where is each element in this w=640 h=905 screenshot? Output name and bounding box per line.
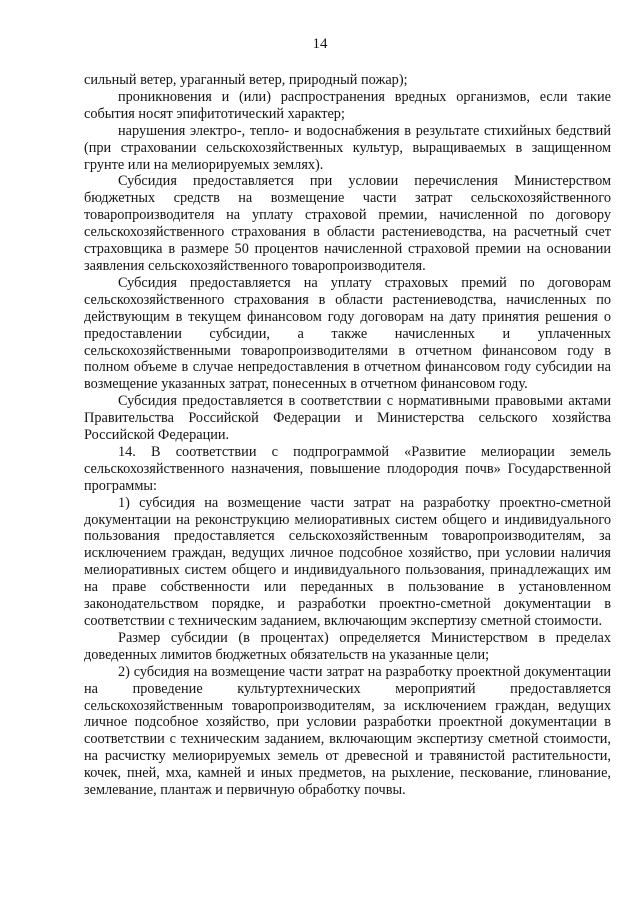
paragraph-utility-disruption: нарушения электро-, тепло- и водоснабжения в результате стихийных бедствий (при страховании сельскохозяйственных культур, выращиваемых в защищенном грунте или на мелиорируемых землях).	[84, 122, 611, 173]
page-number: 14	[312, 36, 328, 52]
paragraph-harmful-organisms: проникновения и (или) распространения вредных организмов, если такие события носят эпифитотический характер;	[84, 88, 611, 122]
paragraph-subsidy-insurance-premiums: Субсидия предоставляется на уплату страховых премий по договорам сельскохозяйственного страхования в области растениеводства, начисленных по действующим в текущем финансовом году договорам на дату принятия решения о предоставлении субсидии, а также начисленных и уплаченных сельскохозяйственными товаропроизводителями в отчетном финансовом году в полном объеме в случае непредоставления в отчетном финансовом году субсидии на возмещение указанных затрат, понесенных в отчетном финансовом году.	[84, 274, 611, 393]
paragraph-subsidy-amount: Размер субсидии (в процентах) определяется Министерством в пределах доведенных лимитов бюджетных обязательств на указанные цели;	[84, 629, 611, 663]
paragraph-continuation: сильный ветер, ураганный ветер, природный пожар);	[84, 72, 408, 88]
paragraph-item-2: 2) субсидия на возмещение части затрат на разработку проектной документации на проведение культуртехнических мероприятий предоставляется сельскохозяйственным товаропроизводителям, за исключением граждан, ведущих личное подсобное хозяйство, при условии разработки проектной документации в соответствии с техническим заданием, включающим экспертизу сметной стоимости, на расчистку мелиорируемых земель от древесной и травянистой растительности, кочек, пней, мха, камней и иных предметов, на рыхление, пескование, глинование, землевание, плантаж и первичную обработку почвы.	[84, 663, 611, 799]
paragraph-subsidy-transfer-condition: Субсидия предоставляется при условии перечисления Министерством бюджетных средств на возмещение части затрат сельскохозяйственного товаропроизводителя на уплату страховой премии, начисленной по договору сельскохозяйственного страхования в области растениеводства, на расчетный счет страховщика в размере 50 процентов начисленной страховой премии на основании заявления сельскохозяйственного товаропроизводителя.	[84, 173, 611, 274]
paragraph-section-14: 14. В соответствии с подпрограммой «Развитие мелиорации земель сельскохозяйственного назначения, повышение плодородия почв» Государственной программы:	[84, 443, 611, 494]
document-body	[84, 72, 611, 799]
paragraph-subsidy-legal-basis: Субсидия предоставляется в соответствии с нормативными правовыми актами Правительства Российской Федерации и Министерства сельского хозяйства Российской Федерации.	[84, 393, 611, 444]
paragraph-item-1: 1) субсидия на возмещение части затрат на разработку проектно-сметной документации на реконструкцию мелиоративных систем общего и индивидуального пользования предоставляется сельскохозяйственным товаропроизводителям, за исключением граждан, ведущих личное подсобное хозяйство, при условии наличия мелиоративных систем общего и индивидуального пользования, принадлежащих им на праве собственности или переданных в пользование в установленном законодательством порядке, и разработки проектно-сметной документации в соответствии с техническим заданием, включающим экспертизу сметной стоимости.	[84, 494, 611, 629]
